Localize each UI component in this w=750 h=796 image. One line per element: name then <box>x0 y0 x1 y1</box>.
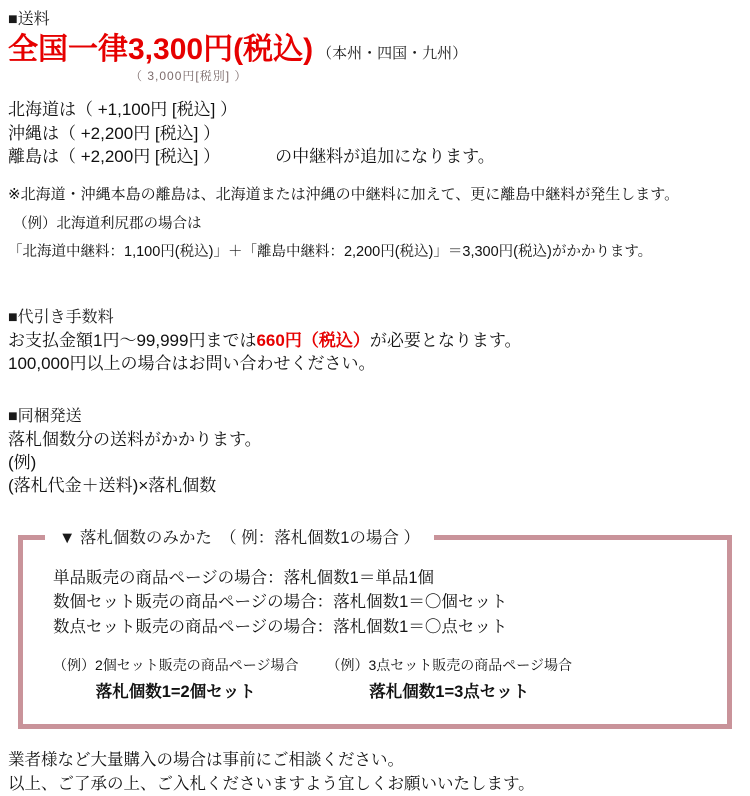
cod-heading: ■代引き手数料 <box>8 307 744 329</box>
count-example-3set <box>327 656 573 702</box>
surcharge-text: 沖縄は（ +2,200円 [税込] ） <box>8 122 220 146</box>
bundle-shipping-section <box>8 406 744 497</box>
shipping-price: 全国一律3,300円(税込) <box>8 34 313 66</box>
bid-count-box-legend: ▼ 落札個数のみかた （ 例：落札個数1の場合 ） <box>45 527 434 549</box>
count-example-result: 落札個数1=3点セット <box>327 678 573 702</box>
bundle-line-2: (例) <box>8 451 744 474</box>
shipping-price-row <box>8 34 744 66</box>
region-note: （本州・四国・九州） <box>317 42 467 66</box>
cod-fee-section <box>8 307 744 376</box>
surcharge-line-hokkaido <box>8 98 744 122</box>
count-box-examples <box>53 656 717 702</box>
bundle-heading: ■同梱発送 <box>8 406 744 428</box>
surcharge-line-okinawa <box>8 122 744 146</box>
remote-island-note: ※北海道・沖縄本島の離島は、北海道または沖縄の中継料に加えて、更に離島中継料が発生します。 <box>8 184 744 205</box>
cod-fee-prefix: お支払金額1円～99,999円までは <box>8 331 256 350</box>
cod-fee-line <box>8 329 744 353</box>
surcharge-text: 離島は（ +2,200円 [税込] ） <box>8 145 220 169</box>
footer-notes <box>8 749 744 796</box>
count-rule-item-set: 数点セット販売の商品ページの場合：落札個数1＝〇点セット <box>53 615 717 640</box>
shipping-example-detail: 「北海道中継料：1,100円(税込)」＋「離島中継料：2,200円(税込)」＝3,300円(税込)がかかります。 <box>8 240 744 261</box>
cod-contact-line: 100,000円以上の場合はお問い合わせください。 <box>8 352 744 376</box>
bundle-line-3: (落札代金＋送料)×落札個数 <box>8 474 744 497</box>
count-example-label: （例）3点セット販売の商品ページ場合 <box>327 656 573 674</box>
cod-fee-amount: 660円（税込） <box>256 331 369 350</box>
shipping-example-intro: （例）北海道利尻郡の場合は <box>8 212 744 233</box>
surcharge-list <box>8 98 744 169</box>
count-example-result: 落札個数1=2個セット <box>53 678 299 702</box>
count-rule-piece-set: 数個セット販売の商品ページの場合：落札個数1＝〇個セット <box>53 590 717 615</box>
cod-fee-suffix: が必要となります。 <box>370 331 522 350</box>
bid-count-explainer-box <box>18 535 732 730</box>
footer-line-bulk: 業者様など大量購入の場合は事前にご相談ください。 <box>8 749 744 773</box>
surcharge-line-remote-island <box>8 145 744 169</box>
tax-excluded-note: （ 3,000円[税別] ） <box>130 67 744 84</box>
surcharge-suffix: の中継料が追加になります。 <box>275 145 495 169</box>
surcharge-text: 北海道は（ +1,100円 [税込] ） <box>8 98 237 122</box>
shipping-heading: ■送料 <box>8 9 744 31</box>
footer-line-agreement: 以上、ご了承の上、ご入札くださいますよう宜しくお願いいたします。 <box>8 773 744 796</box>
count-example-2set <box>53 656 299 702</box>
count-example-label: （例）2個セット販売の商品ページ場合 <box>53 656 299 674</box>
count-rule-single: 単品販売の商品ページの場合：落札個数1＝単品1個 <box>53 566 717 591</box>
shipping-section <box>8 9 744 261</box>
bundle-line-1: 落札個数分の送料がかかります。 <box>8 428 744 451</box>
